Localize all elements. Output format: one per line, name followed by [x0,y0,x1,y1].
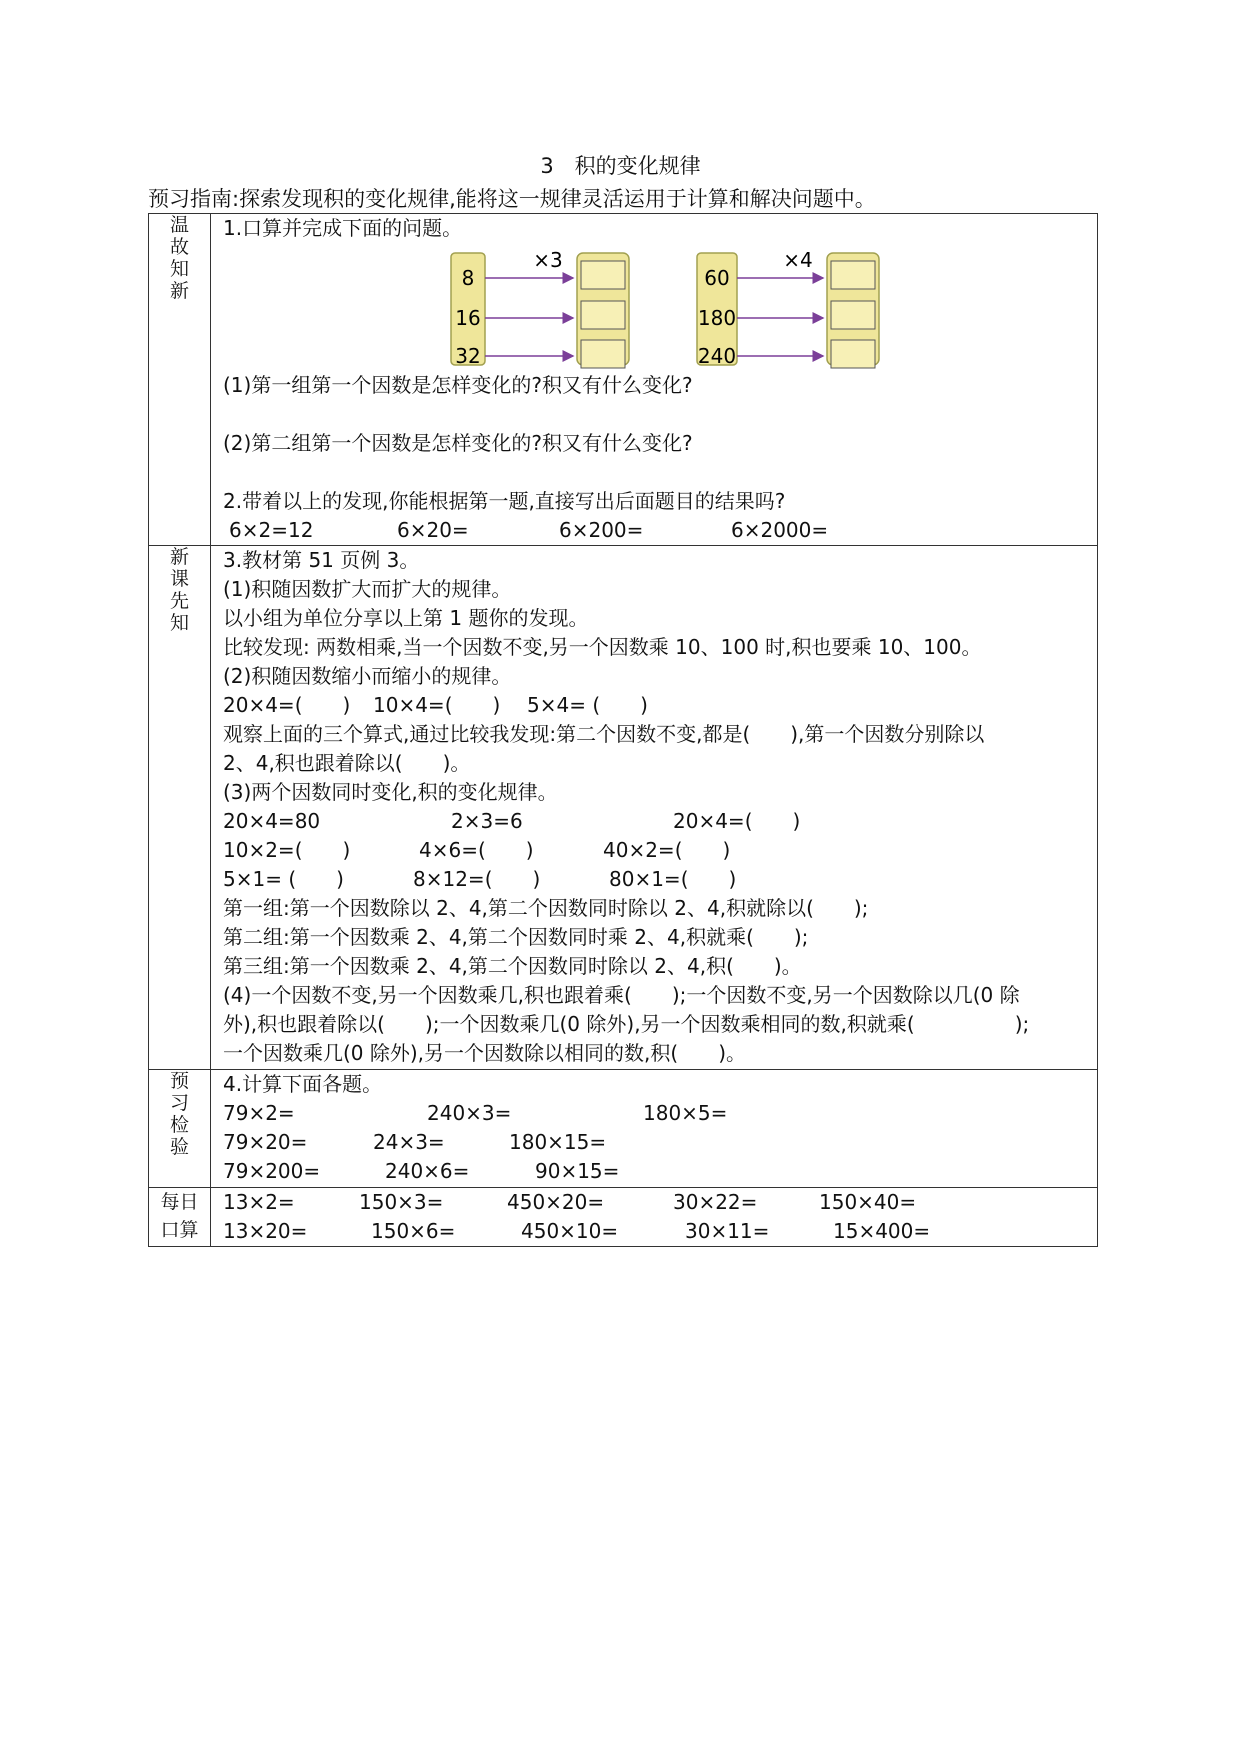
expression: 180×5= [643,1101,728,1125]
expression: 2×3=6 [451,809,523,833]
expression: 5×4= ( ) [527,693,648,717]
expression: 15×400= [833,1219,931,1243]
section-review [149,214,1098,546]
section-content-daily [211,1188,1098,1247]
expression: 150×3= [359,1190,444,1214]
expression: 6×200= [559,518,644,542]
multiplier-label: ×3 [533,248,563,272]
expression: 20×4=80 [223,809,321,833]
expression: 20×4=( ) [673,809,801,833]
expression: 90×15= [535,1159,620,1183]
factor-value: 60 [704,266,730,290]
summary-line-3: 一个因数乘几(0 除外),另一个因数除以相同的数,积( )。 [223,1041,747,1065]
expression: 79×2= [223,1101,295,1125]
factor-value: 8 [461,266,475,290]
expression: 79×20= [223,1130,308,1154]
section-content-check [211,1070,1098,1188]
expression: 8×12=( ) [413,867,541,891]
expression: 150×6= [371,1219,456,1243]
expression: 450×10= [521,1219,619,1243]
expression: 6×2=12 [229,518,314,542]
expression: 4×6=( ) [419,838,534,862]
question-1: 1.口算并完成下面的问题。 [223,216,463,240]
calc-row [223,1128,1097,1157]
expression: 13×2= [223,1190,295,1214]
expression: 20×4=( ) [223,693,351,717]
expression: 10×4=( ) [373,693,501,717]
calc-row [223,1099,1097,1128]
factor-diagram-svg [223,243,1103,371]
answer-box[interactable] [831,340,875,368]
group-2-finding: 第二组:第一个因数乘 2、4,第二个因数同时乘 2、4,积就乘( ); [223,925,809,949]
daily-row [223,1217,1097,1246]
factor-value: 240 [697,344,737,368]
multiplier-label: ×4 [783,248,813,272]
group-1-finding: 第一组:第一个因数除以 2、4,第二个因数同时除以 2、4,积就除以( ); [223,896,869,920]
rule-2-title: (2)积随因数缩小而缩小的规律。 [223,664,512,688]
expression: 80×1=( ) [609,867,737,891]
factor-value: 180 [697,306,737,330]
answer-box[interactable] [831,301,875,329]
grid-row [223,865,1097,894]
grid-row [223,836,1097,865]
expression: 240×3= [427,1101,512,1125]
question-2-expressions [223,516,1097,545]
summary-line-2: 外),积也跟着除以( );一个因数乘几(0 除外),另一个因数乘相同的数,积就乘( ); [223,1012,1030,1036]
expression: 30×22= [673,1190,758,1214]
diagram-group-2 [697,248,879,368]
expression: 30×11= [685,1219,770,1243]
section-daily [149,1188,1098,1247]
answer-box[interactable] [581,261,625,289]
expression: 40×2=( ) [603,838,731,862]
expression: 150×40= [819,1190,917,1214]
group-3-finding: 第三组:第一个因数乘 2、4,第二个因数同时除以 2、4,积( )。 [223,954,802,978]
rule-1-title: (1)积随因数扩大而扩大的规律。 [223,577,512,601]
section-label-new: 新 课 先 知 [149,546,211,1070]
expression: 6×2000= [731,518,829,542]
observation-line-2: 2、4,积也跟着除以( )。 [223,751,471,775]
answer-box[interactable] [581,301,625,329]
page-title: 3 积的变化规律 [540,154,701,178]
section-check [149,1070,1098,1188]
comparison-finding: 比较发现: 两数相乘,当一个因数不变,另一个因数乘 10、100 时,积也要乘 10、100。 [223,635,982,659]
expression: 450×20= [507,1190,605,1214]
preview-guide: 预习指南:探索发现积的变化规律,能将这一规律灵活运用于计算和解决问题中。 [148,187,876,211]
expression: 5×1= ( ) [223,867,344,891]
section-content-review [211,214,1098,546]
daily-row [223,1188,1097,1217]
summary-line-1: (4)一个因数不变,另一个因数乘几,积也跟着乘( );一个因数不变,另一个因数除以几(0 除 [223,983,1020,1007]
factor-value: 32 [455,344,481,368]
worksheet-table [148,213,1098,1247]
expression: 180×15= [509,1130,607,1154]
section-label-review: 温 故 知 新 [149,214,211,546]
answer-box[interactable] [581,340,625,368]
section-content-new [211,546,1098,1070]
expression: 6×20= [397,518,469,542]
expression: 240×6= [385,1159,470,1183]
rule-3-title: (3)两个因数同时变化,积的变化规律。 [223,780,558,804]
expression: 13×20= [223,1219,308,1243]
grid-row [223,807,1097,836]
question-4: 4.计算下面各题。 [223,1072,383,1096]
answer-box[interactable] [831,261,875,289]
example-ref: 3.教材第 51 页例 3。 [223,548,420,572]
share-instruction: 以小组为单位分享以上第 1 题你的发现。 [223,606,589,630]
question-1b: (2)第二组第一个因数是怎样变化的?积又有什么变化? [223,431,693,455]
question-1a: (1)第一组第一个因数是怎样变化的?积又有什么变化? [223,373,693,397]
observation-line-1: 观察上面的三个算式,通过比较我发现:第二个因数不变,都是( ),第一个因数分别除以 [223,722,985,746]
rule-2-expressions [223,691,1097,720]
factor-diagrams [223,243,1097,371]
expression: 10×2=( ) [223,838,351,862]
expression: 24×3= [373,1130,445,1154]
factor-value: 16 [455,306,481,330]
section-label-daily: 每日 口算 [149,1188,211,1247]
question-2: 2.带着以上的发现,你能根据第一题,直接写出后面题目的结果吗? [223,489,786,513]
expression: 79×200= [223,1159,321,1183]
section-label-check: 预 习 检 验 [149,1070,211,1188]
diagram-group-1 [451,248,629,368]
section-new [149,546,1098,1070]
calc-row [223,1157,1097,1186]
